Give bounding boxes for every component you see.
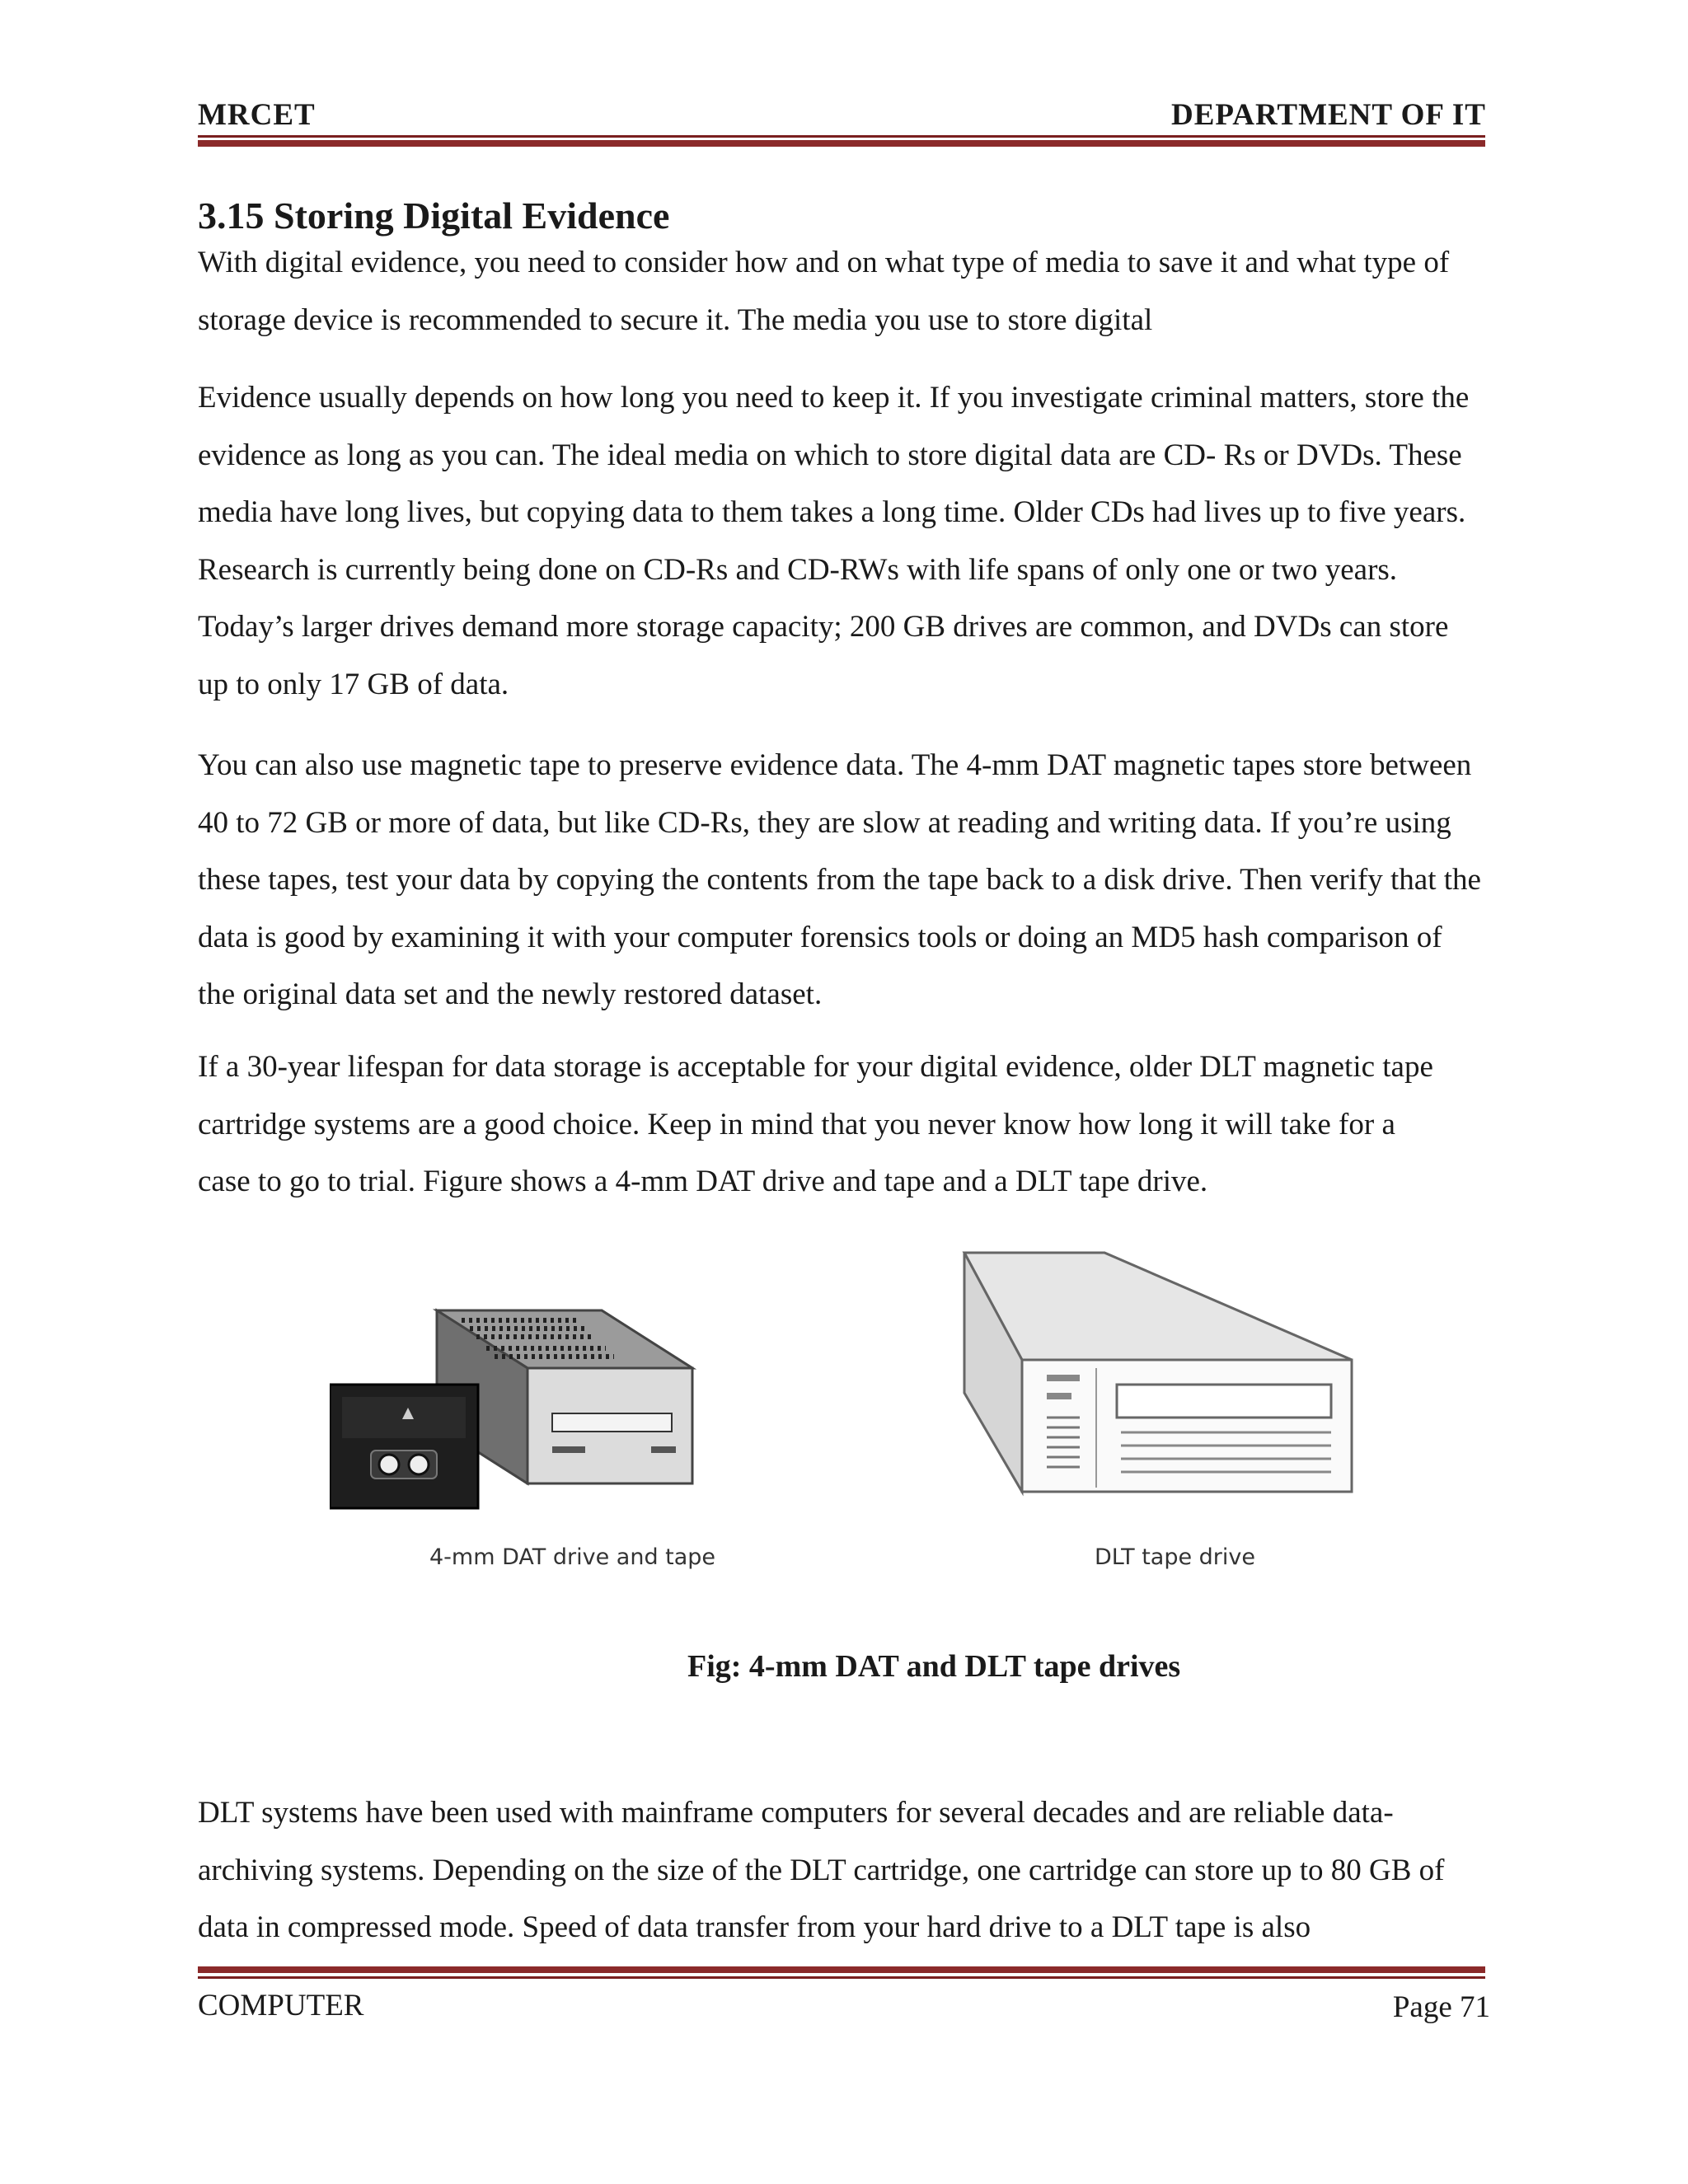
header-rule-thick (198, 140, 1485, 147)
paragraph-2: Evidence usually depends on how long you need to keep it. If you investigate criminal matters, store the evidence as long as you can. The ideal media on which to store digital data are CD- Rs or DVDs. These media have long lives, but copying data to them takes a long time. Older CDs had lives up to five years. Research is currently being done on CD-Rs and CD-RWs with life spans of only one or two years. Today’s larger drives demand more storage capacity; 200 GB drives are common, and DVDs can store up to only 17 GB of data. (198, 381, 1470, 701)
figure-left-caption: 4-mm DAT drive and tape (429, 1544, 716, 1570)
page-number: Page 71 (1392, 1990, 1490, 2024)
paragraph-3: You can also use magnetic tape to preserve evidence data. The 4-mm DAT magnetic tapes store between 40 to 72 GB or more of data, but like CD-Rs, they are slow at reading and writing data. If you’re using these tapes, test your data by copying the contents from the tape back to a disk drive. Then verify that the data is good by examining it with your computer forensics tools or doing an MD5 hash comparison of the original data set and the newly restored dataset. (198, 748, 1481, 1011)
dat-drive-illustration (330, 1269, 791, 1533)
dlt-drive-illustration (956, 1244, 1360, 1516)
paragraph-4: If a 30-year lifespan for data storage is acceptable for your digital evidence, older DLT magnetic tape cartridge systems are a good choice. Keep in mind that you never know how long it will take for a case to go to trial. Figure shows a 4-mm DAT drive and tape and a DLT tape drive. (198, 1050, 1433, 1198)
section-title: 3.15 Storing Digital Evidence (198, 194, 670, 237)
figure-title: Fig: 4-mm DAT and DLT tape drives (687, 1649, 1181, 1684)
header-right: DEPARTMENT OF IT (1171, 98, 1486, 132)
header-left: MRCET (198, 98, 316, 132)
header-rule-thin (198, 135, 1485, 138)
paragraph-1: With digital evidence, you need to consider how and on what type of media to save it and what type of storage device is recommended to secure it. The media you use to store digital (198, 246, 1450, 337)
figure (198, 1269, 1484, 1599)
figure-right-caption: DLT tape drive (1095, 1544, 1255, 1570)
footer-rule-thick (198, 1966, 1485, 1973)
footer-left: COMPUTER (198, 1989, 364, 2022)
paragraph-5: DLT systems have been used with mainframe computers for several decades and are reliable data-archiving systems. Depending on the size of the DLT cartridge, one cartridge can store up to 80 GB of data in compressed mode. Speed of data transfer from your hard drive to a DLT tape is also (198, 1796, 1445, 1944)
footer-rule-thin (198, 1976, 1485, 1979)
